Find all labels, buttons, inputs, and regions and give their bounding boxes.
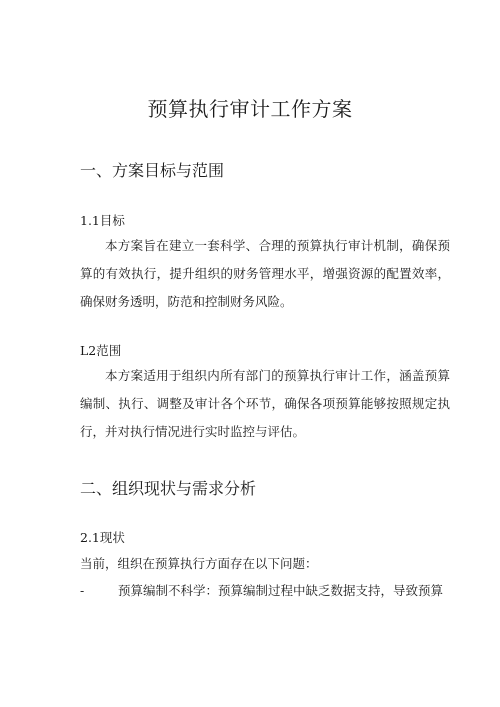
paragraph-scope: 本方案适用于组织内所有部门的预算执行审计工作，涵盖预算编制、执行、调整及审计各个环节，确保各项预算能够按照规定执行，并对执行情况进行实时监控与评估。 <box>80 368 450 439</box>
list-item-text: 预算编制不科学：预算编制过程中缺乏数据支持，导致预算 <box>118 583 444 598</box>
bullet-dash: - <box>80 583 85 598</box>
section-heading-2: 二、组织现状与需求分析 <box>80 479 257 498</box>
subsection-heading-1-1: 1.1目标 <box>80 213 125 228</box>
list-item <box>80 582 450 600</box>
paragraph-status-intro: 当前，组织在预算执行方面存在以下问题： <box>80 556 318 571</box>
subsection-heading-1-2: L2范围 <box>80 343 122 358</box>
document-title: 预算执行审计工作方案 <box>147 97 353 121</box>
subsection-heading-2-1: 2.1现状 <box>80 530 125 545</box>
section-heading-1: 一、方案目标与范围 <box>80 161 225 180</box>
paragraph-goal: 本方案旨在建立一套科学、合理的预算执行审计机制，确保预算的有效执行，提升组织的财务管理水平，增强资源的配置效率，确保财务透明，防范和控制财务风险。 <box>80 238 450 309</box>
